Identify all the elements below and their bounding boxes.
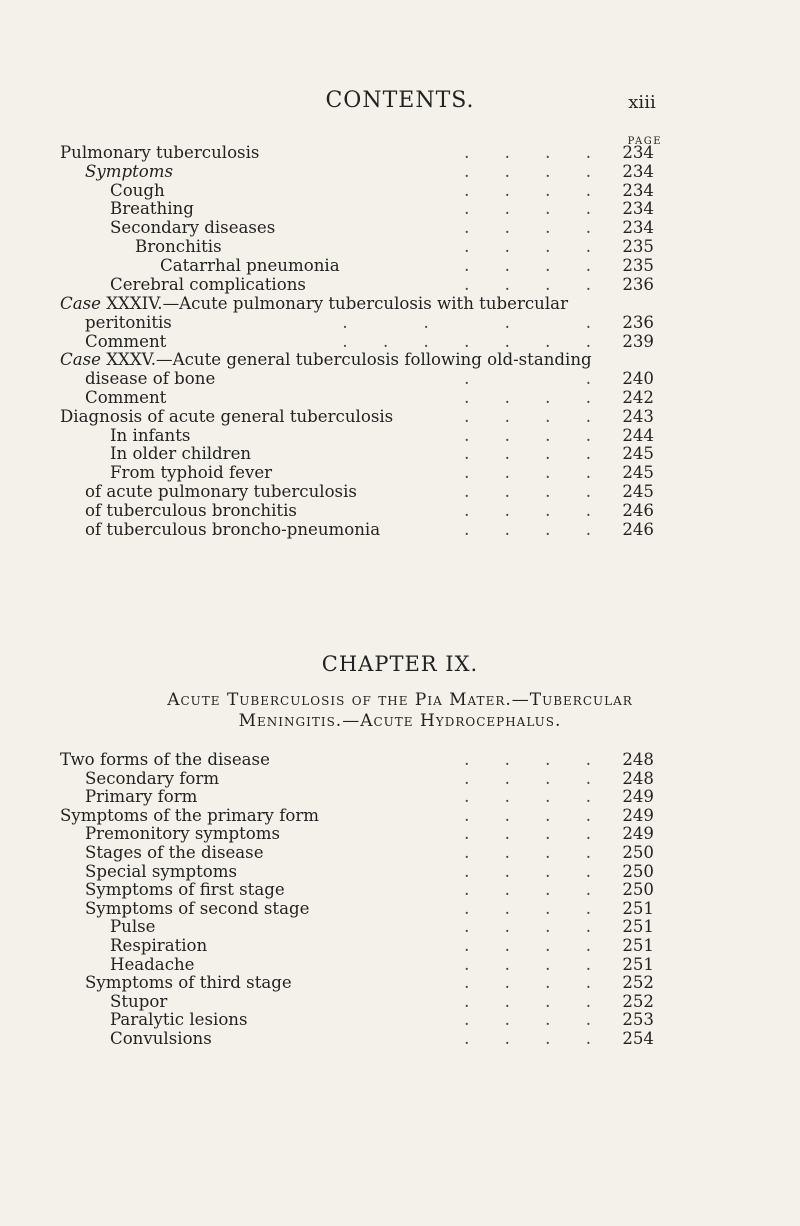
leader-dots: . . . .	[464, 236, 606, 256]
leader-dots: . . . .	[464, 519, 606, 539]
toc-entry-page: 235	[622, 236, 654, 256]
case-34-entry	[60, 295, 654, 314]
toc-section-2	[60, 389, 654, 539]
page-number: xiii	[628, 92, 656, 113]
toc-entry-page: 254	[622, 1028, 654, 1048]
case-34-comment	[60, 333, 654, 352]
toc-entry-page: 249	[622, 824, 654, 844]
case-34-continuation	[60, 314, 654, 333]
leader-dots: . . . .	[464, 143, 606, 162]
toc-case-34	[60, 295, 654, 389]
leader-dots: . . . .	[464, 274, 606, 294]
leader-dots: . . . .	[464, 768, 606, 788]
toc-entry	[60, 464, 654, 483]
toc-entry	[60, 163, 654, 182]
toc-entry-page: 234	[622, 218, 654, 238]
toc-entry	[60, 182, 654, 201]
toc-entry-label: Respiration	[110, 935, 208, 955]
toc-entry-label: Two forms of the disease	[60, 750, 270, 769]
toc-entry-page: 250	[622, 842, 654, 862]
toc-entry-page: 242	[622, 388, 654, 407]
leader-dots: . . . . . . .	[342, 331, 606, 351]
toc-entry-page: 248	[622, 750, 654, 769]
case-34-comment-page: 239	[622, 331, 654, 351]
toc-entry-page: 251	[622, 954, 654, 974]
toc-entry	[60, 881, 654, 900]
toc-entry	[60, 863, 654, 882]
leader-dots: . . . .	[464, 787, 606, 807]
toc-entry-label: Special symptoms	[85, 861, 238, 881]
toc-entry-page: 248	[622, 768, 654, 788]
toc-entry-page: 252	[622, 973, 654, 993]
leader-dots: . . . .	[342, 312, 606, 332]
toc-entry-page: 234	[622, 161, 654, 181]
toc-entry-page: 250	[622, 880, 654, 900]
toc-entry	[60, 1030, 654, 1049]
chapter-subtitle-line-1: Acute Tuberculosis of the Pia Mater.—Tubercular	[167, 690, 633, 710]
toc-entry-page: 245	[622, 463, 654, 483]
page-title: CONTENTS.	[325, 88, 475, 113]
toc-entry	[60, 900, 654, 919]
toc-entry-label: Symptoms	[85, 161, 174, 181]
leader-dots: . . . .	[464, 425, 606, 445]
leader-dots: . . . .	[464, 861, 606, 881]
leader-dots: . . . .	[464, 917, 606, 937]
toc-entry-page: 245	[622, 481, 654, 501]
toc-entry-label: Comment	[85, 388, 167, 407]
toc-entry-page: 251	[622, 898, 654, 918]
toc-entry-label: Headache	[110, 954, 195, 974]
toc-entry	[60, 770, 654, 789]
toc-entry-label: Catarrhal pneumonia	[160, 255, 340, 275]
leader-dots: . . . .	[464, 842, 606, 862]
case-35-title: XXXV.—Acute general tuberculosis following old-standing	[106, 350, 592, 370]
toc-entry-page: 251	[622, 935, 654, 955]
toc-entry	[60, 993, 654, 1012]
leader-dots: . . . .	[464, 991, 606, 1011]
case-34-comment-label: Comment	[85, 331, 167, 351]
case-35-entry	[60, 351, 654, 370]
leader-dots: . . . .	[464, 199, 606, 219]
toc-entry	[60, 956, 654, 975]
toc-entry	[60, 389, 654, 408]
case-34-lead: Case	[60, 294, 101, 313]
leader-dots: . . . .	[464, 463, 606, 483]
toc-entry-page: 245	[622, 444, 654, 464]
leader-dots: . . . .	[464, 481, 606, 501]
leader-dots: . . . .	[464, 935, 606, 955]
toc-entry-page: 234	[622, 143, 654, 162]
toc-entry	[60, 807, 654, 826]
toc-entry-label: Symptoms of third stage	[85, 973, 292, 993]
toc-entry-label: Convulsions	[110, 1028, 212, 1048]
case-34-continuation-text: peritonitis	[85, 312, 172, 332]
leader-dots: . . . .	[464, 161, 606, 181]
leader-dots: . . . .	[464, 824, 606, 844]
leader-dots: . . . .	[464, 406, 606, 426]
toc-entry-label: Premonitory symptoms	[85, 824, 281, 844]
chapter-subtitle-line-2: Meningitis.—Acute Hydrocephalus.	[238, 711, 562, 731]
toc-entry-page: 250	[622, 861, 654, 881]
toc-entry-label: Symptoms of second stage	[85, 898, 310, 918]
toc-entry-label: Pulmonary tuberculosis	[60, 143, 260, 162]
toc-entry-page: 236	[622, 274, 654, 294]
toc-entry	[60, 844, 654, 863]
leader-dots: . . . .	[464, 750, 606, 769]
case-34-title: XXXIV.—Acute pulmonary tuberculosis with tubercular	[106, 294, 568, 313]
toc-entry	[60, 408, 654, 427]
toc-entry-label: Secondary diseases	[110, 218, 276, 238]
toc-entry	[60, 144, 654, 163]
toc-entry-label: In older children	[110, 444, 252, 464]
case-35-continuation-text: disease of bone	[85, 369, 216, 389]
toc-entry-label: Secondary form	[85, 768, 220, 788]
toc-entry	[60, 521, 654, 540]
toc-entry-label: of tuberculous broncho-pneumonia	[85, 519, 381, 539]
toc-entry	[60, 200, 654, 219]
case-35-page: 240	[622, 369, 654, 389]
toc-entry-label: Bronchitis	[135, 236, 222, 256]
leader-dots: . . . .	[464, 898, 606, 918]
toc-entry-label: Symptoms of first stage	[85, 880, 285, 900]
case-35-lead: Case	[60, 350, 101, 370]
toc-entry-label: From typhoid fever	[110, 463, 273, 483]
toc-entry-label: Breathing	[110, 199, 194, 219]
toc-entry-page: 249	[622, 787, 654, 807]
case-35-continuation	[60, 370, 654, 389]
toc-entry-page: 251	[622, 917, 654, 937]
toc-entry-page: 246	[622, 500, 654, 520]
toc-entry-label: Diagnosis of acute general tuberculosis	[60, 406, 394, 426]
leader-dots: . . . .	[464, 954, 606, 974]
toc-entry	[60, 502, 654, 521]
toc-entry	[60, 788, 654, 807]
toc-entry	[60, 483, 654, 502]
toc-entry-label: Stupor	[110, 991, 168, 1011]
toc-entry-page: 244	[622, 425, 654, 445]
toc-entry-label: Paralytic lesions	[110, 1010, 248, 1030]
toc-entry-page: 235	[622, 255, 654, 275]
case-34-page: 236	[622, 312, 654, 332]
leader-dots: . . . .	[464, 1028, 606, 1048]
leader-dots: . . . .	[464, 1010, 606, 1030]
toc-section-1	[60, 144, 654, 294]
toc-entry	[60, 257, 654, 276]
toc-entry-page: 252	[622, 991, 654, 1011]
toc-entry-label: Cough	[110, 180, 165, 200]
leader-dots: . . . .	[464, 180, 606, 200]
toc-entry	[60, 918, 654, 937]
toc-section-3	[60, 751, 654, 1049]
leader-dots: . .	[464, 369, 606, 389]
toc-entry-page: 246	[622, 519, 654, 539]
leader-dots: . . . .	[464, 500, 606, 520]
toc-entry	[60, 1011, 654, 1030]
toc-entry-page: 234	[622, 180, 654, 200]
toc-entry-label: of tuberculous bronchitis	[85, 500, 297, 520]
toc-entry-page: 243	[622, 406, 654, 426]
leader-dots: . . . .	[464, 388, 606, 407]
toc-entry-page: 234	[622, 199, 654, 219]
toc-entry	[60, 238, 654, 257]
toc-entry-page: 249	[622, 805, 654, 825]
leader-dots: . . . .	[464, 255, 606, 275]
page-column-label: PAGE	[627, 136, 662, 147]
toc-entry	[60, 427, 654, 446]
leader-dots: . . . .	[464, 218, 606, 238]
toc-entry	[60, 276, 654, 295]
toc-entry-label: of acute pulmonary tuberculosis	[85, 481, 357, 501]
leader-dots: . . . .	[464, 973, 606, 993]
leader-dots: . . . .	[464, 880, 606, 900]
toc-entry-label: Primary form	[85, 787, 198, 807]
leader-dots: . . . .	[464, 444, 606, 464]
toc-entry-label: In infants	[110, 425, 191, 445]
chapter-heading: CHAPTER IX.	[321, 652, 479, 676]
toc-entry-label: Symptoms of the primary form	[60, 805, 320, 825]
toc-entry	[60, 937, 654, 956]
leader-dots: . . . .	[464, 805, 606, 825]
toc-entry	[60, 974, 654, 993]
toc-entry	[60, 219, 654, 238]
toc-entry-label: Stages of the disease	[85, 842, 264, 862]
toc-entry-label: Cerebral complications	[110, 274, 306, 294]
toc-entry	[60, 751, 654, 770]
toc-entry	[60, 445, 654, 464]
toc-entry	[60, 825, 654, 844]
toc-entry-label: Pulse	[110, 917, 156, 937]
toc-entry-page: 253	[622, 1010, 654, 1030]
